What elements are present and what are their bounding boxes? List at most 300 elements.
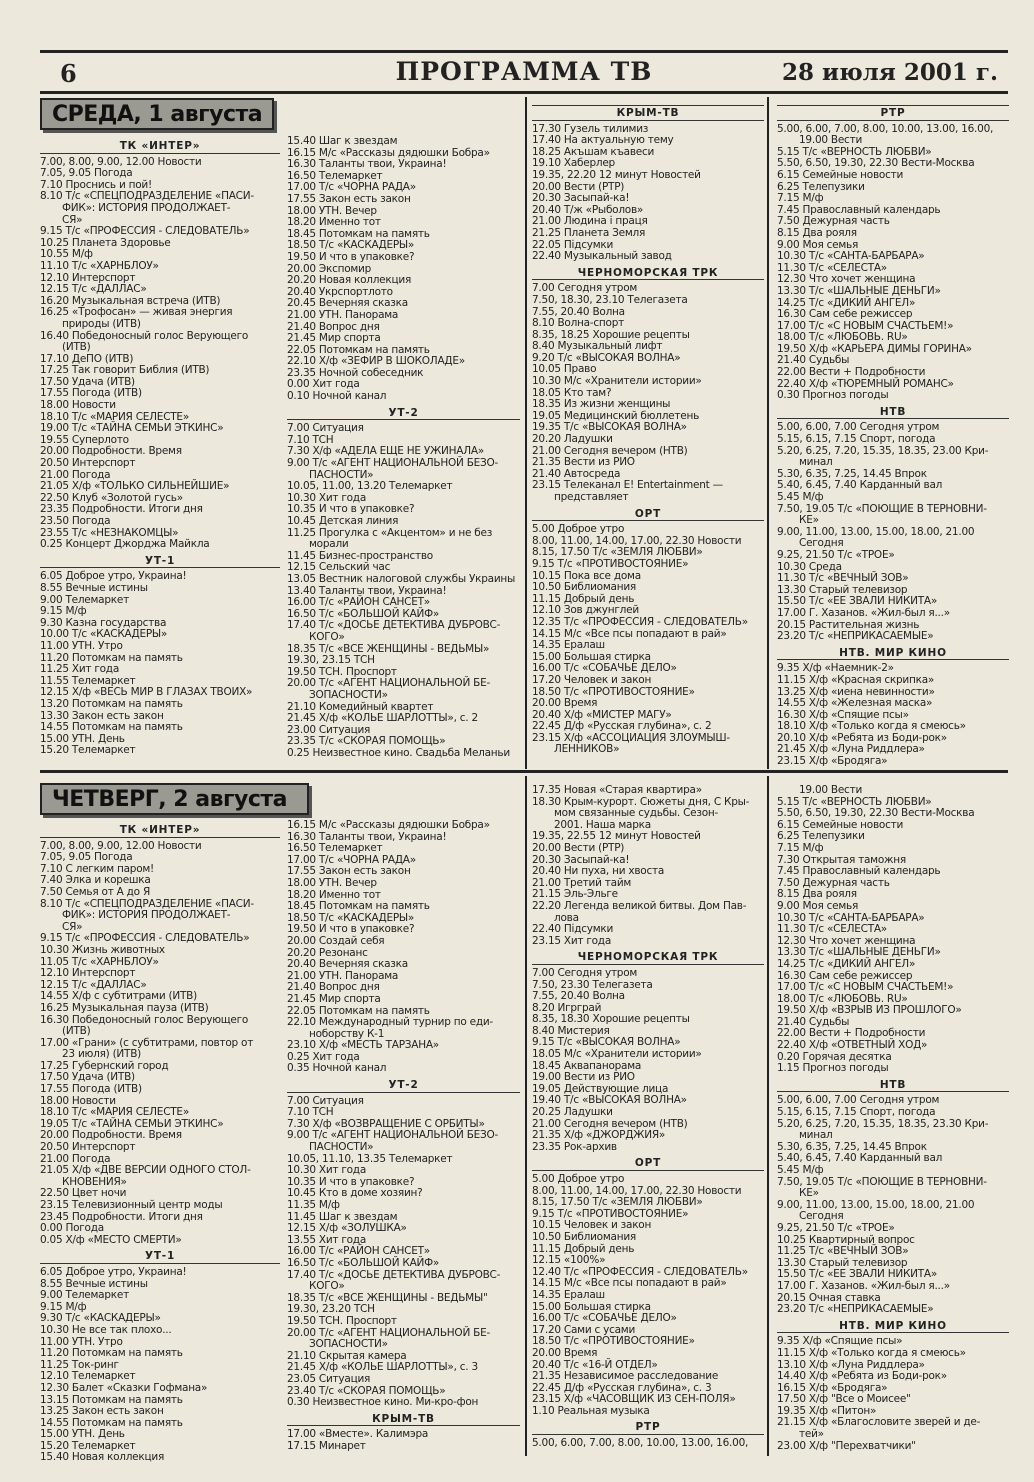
- program-entry: 10.25 Квартирный вопрос: [777, 1233, 915, 1246]
- program-entry: 17.50 Х/ф "Все о Моисее": [777, 1393, 911, 1406]
- program-entry: 18.10 Т/с «МАРИЯ СЕЛЕСТЕ»: [40, 1106, 189, 1119]
- program-entry: 21.15 Х/ф «Благословите зверей и де-: [777, 1416, 981, 1429]
- program-entry: 7.55, 20.40 Волна: [532, 305, 625, 318]
- program-entry: 7.00 Сегодня утром: [532, 282, 638, 295]
- program-entry: 19.50 ТСН. Проспорт: [287, 665, 397, 678]
- program-entry: 17.25 Губернский город: [40, 1059, 169, 1072]
- program-entry: 12.35 Т/с «ПРОФЕССИЯ - СЛЕДОВАТЕЛЬ»: [532, 615, 748, 628]
- program-entry: 7.00, 8.00, 9.00, 12.00 Новости: [40, 839, 202, 852]
- program-entry: 11.10 Т/с «ХАРНБЛОУ»: [40, 259, 159, 272]
- program-entry: 21.40 Вопрос дня: [287, 320, 380, 333]
- program-entry: 23.35 Подробности. Итоги дня: [40, 503, 203, 516]
- program-entry: 22.05 Потомкам на память: [287, 1004, 430, 1017]
- page-title: ПРОГРАММА ТВ: [395, 57, 653, 86]
- program-entry: 9.30 Казна государства: [40, 616, 167, 629]
- program-entry: 12.15 Сельский час: [287, 561, 391, 574]
- day-label: СРЕДА, 1 августа: [52, 102, 263, 127]
- program-entry: 15.00 Большая стирка: [532, 1300, 651, 1313]
- program-entry: 18.00 УТН. Вечер: [287, 876, 377, 889]
- program-entry: 18.50 Т/с «КАСКАДЕРЫ»: [287, 911, 415, 924]
- schedule-column: [532, 100, 764, 756]
- program-entry: 18.35 Из жизни женщины: [532, 398, 671, 411]
- program-entry: 9.00, 11.00, 13.00, 15.00, 18.00, 21.00: [777, 1198, 975, 1211]
- program-entry: 16.50 Т/с «БОЛЬШОЙ КАЙФ»: [287, 1256, 440, 1269]
- program-entry: 7.10 Проснись и пой!: [40, 178, 152, 191]
- program-entry-continuation: ПАСНОСТИ»: [309, 468, 374, 481]
- program-entry: 23.15 Хит года: [532, 934, 612, 947]
- program-entry: 22.50 Клуб «Золотой гусь»: [40, 491, 183, 504]
- program-entry: 21.00 УТН. Панорама: [287, 308, 399, 321]
- program-entry: 17.50 Удача (ИТВ): [40, 375, 135, 388]
- channel-heading: [777, 1080, 1009, 1093]
- program-entry: 10.55 М/ф: [40, 248, 93, 261]
- program-entry: 7.30 Х/ф «АДЕЛА ЕЩЕ НЕ УЖИНАЛА»: [287, 445, 484, 458]
- channel-name: УТ-1: [144, 1250, 176, 1263]
- program-entry: 11.00 УТН. Утро: [40, 639, 123, 652]
- program-entry: 17.55 Закон есть закон: [287, 865, 411, 878]
- program-entry: 22.00 Вести + Подробности: [777, 366, 926, 379]
- program-entry: 23.15 Телевизионный центр моды: [40, 1199, 223, 1211]
- channel-name: ЧЕРНОМОРСКАЯ ТРК: [577, 951, 719, 964]
- program-entry: 20.20 Резонанс: [287, 946, 368, 959]
- program-entry: 14.35 Ералаш: [532, 639, 605, 652]
- program-entry: 12.10 Интерспорт: [40, 271, 136, 284]
- program-entry: 14.35 Ералаш: [532, 1288, 605, 1301]
- program-entry: 9.15 М/ф: [40, 605, 87, 618]
- program-entry: 16.30 Сам себе режиссер: [777, 308, 913, 321]
- program-entry: 15.40 Новая коллекция: [40, 1451, 165, 1464]
- program-entry: 20.40 Укрспортлото: [287, 285, 393, 298]
- program-entry-continuation: 19.00 Вести: [799, 134, 863, 147]
- program-entry: 5.45 М/ф: [777, 491, 824, 503]
- program-entry: 7.05, 9.05 Погода: [40, 851, 133, 864]
- program-entry: 0.25 Концерт Джорджа Майкла: [40, 538, 210, 551]
- channel-name: ОРТ: [634, 507, 662, 520]
- program-entry-continuation: (ИТВ): [62, 1025, 91, 1038]
- program-entry: 8.15, 17.50 Т/с «ЗЕМЛЯ ЛЮБВИ»: [532, 1196, 703, 1209]
- program-entry: 19.40 Т/с «ВЫСОКАЯ ВОЛНА»: [532, 1094, 687, 1107]
- program-entry: 20.30 Засыпай-ка!: [532, 192, 630, 205]
- program-entry: 1.10 Реальная музыка: [532, 1404, 650, 1417]
- program-entry: 10.30 М/с «Хранители истории»: [532, 375, 702, 388]
- program-entry: 23.50 Погода: [40, 515, 111, 527]
- program-entry: 9.15 Т/с «ПРОФЕССИЯ - СЛЕДОВАТЕЛЬ»: [40, 932, 250, 945]
- program-entry: 19.35 Т/с «ВЫСОКАЯ ВОЛНА»: [532, 421, 687, 434]
- program-entry: 11.25 Ток-ринг: [40, 1358, 119, 1371]
- schedule-column: [287, 820, 520, 1452]
- program-entry: 7.00, 8.00, 9.00, 12.00 Новости: [40, 155, 202, 168]
- program-entry-continuation: Сегодня: [799, 537, 844, 550]
- program-entry: 5.40, 6.45, 7.40 Карданный вал: [777, 479, 943, 492]
- program-entry: 16.40 Победоносный голос Верующего: [40, 329, 249, 342]
- program-entry: 13.15 Потомкам на память: [40, 1393, 183, 1406]
- schedule-column: [40, 820, 280, 1464]
- channel-name: НТВ. МИР КИНО: [839, 1319, 947, 1332]
- program-entry: 8.15 Два рояля: [777, 888, 857, 901]
- program-entry: 10.50 Библиомания: [532, 581, 636, 594]
- program-entry: 20.00 Вести (РТР): [532, 841, 625, 854]
- program-entry: 11.45 Бизнес-пространство: [287, 549, 433, 562]
- channel-heading: [777, 648, 1009, 661]
- program-entry: 5.50, 6.50, 19.30, 22.30 Вести-Москва: [777, 807, 975, 820]
- program-entry: 7.50, 23.30 Телегазета: [532, 978, 653, 991]
- program-entry-continuation: ноборству К-1: [309, 1027, 385, 1040]
- program-entry: 19.30, 23.15 ТСН: [287, 654, 375, 667]
- channel-heading: [777, 407, 1009, 420]
- program-entry: 5.30, 6.35, 7.25, 14.45 Впрок: [777, 1140, 927, 1153]
- program-entry: 5.15, 6.15, 7.15 Спорт, погода: [777, 433, 936, 446]
- program-entry: 13.30 Т/с «ШАЛЬНЫЕ ДЕНЬГИ»: [777, 284, 941, 297]
- column-rule: [767, 97, 769, 769]
- program-entry: 14.40 Х/ф «Ребята из Боди-рок»: [777, 1370, 947, 1383]
- program-entry: 6.05 Доброе утро, Украина!: [40, 1265, 187, 1278]
- program-entry: 21.35 Независимое расследование: [532, 1370, 719, 1383]
- program-entry-continuation: КЕ»: [799, 514, 819, 527]
- program-entry-continuation: КНОВЕНИЯ»: [62, 1175, 127, 1188]
- program-entry: 11.15 Добрый день: [532, 1242, 635, 1255]
- program-entry: 22.10 Международный турнир по еди-: [287, 1016, 493, 1029]
- channel-heading: [777, 1321, 1009, 1334]
- channel-name: РТР: [880, 107, 906, 119]
- program-entry: 21.25 Планета Земля: [532, 226, 646, 239]
- program-entry-continuation: 23 июля) (ИТВ): [62, 1048, 141, 1061]
- program-entry: 21.00 УТН. Панорама: [287, 969, 399, 982]
- program-entry-continuation: представляет: [554, 491, 629, 503]
- program-entry: 12.40 Т/с «ПРОФЕССИЯ - СЛЕДОВАТЕЛЬ»: [532, 1265, 748, 1278]
- program-entry: 7.50 Дежурная часть: [777, 215, 890, 228]
- program-entry: 22.50 Цвет ночи: [40, 1187, 127, 1200]
- program-entry: 16.15 Х/ф «Бродяга»: [777, 1381, 888, 1394]
- program-entry: 19.50 И что в упаковке?: [287, 250, 415, 263]
- program-entry: 8.20 Игрграй: [532, 1001, 602, 1014]
- program-entry: 23.15 Х/ф «АССОЦИАЦИЯ ЗЛОУМЫШ-: [532, 731, 730, 744]
- program-entry-continuation: минал: [799, 456, 833, 469]
- program-entry: 20.15 Очная ставка: [777, 1291, 881, 1304]
- program-entry: 0.30 Неизвестное кино. Ми-кро-фон: [287, 1396, 479, 1409]
- program-entry: 12.15 Т/с «ДАЛЛАС»: [40, 978, 147, 991]
- program-entry: 16.00 Т/с «РАЙОН САНСЕТ»: [287, 1245, 430, 1258]
- program-entry: 10.05 Право: [532, 363, 597, 376]
- program-entry: 8.00, 11.00, 14.00, 17.00, 22.30 Новости: [532, 1184, 742, 1197]
- channel-name: КРЫМ-ТВ: [616, 107, 680, 119]
- program-entry: 17.35 Новая «Старая квартира»: [532, 785, 702, 796]
- program-entry: 18.00 Новости: [40, 1094, 116, 1107]
- program-entry: 10.30 Т/с «САНТА-БАРБАРА»: [777, 911, 925, 924]
- program-entry: 13.10 Х/ф «Луна Риддлера»: [777, 1358, 925, 1371]
- schedule-column: [777, 100, 1009, 768]
- program-entry: 7.50, 19.05 Т/с «ПОЮЩИЕ В ТЕРНОВНИ-: [777, 502, 987, 515]
- program-entry: 5.20, 6.25, 7.20, 15.35, 18.35, 23.30 Кри-: [777, 1117, 989, 1130]
- program-entry: 21.00 Сегодня вечером (НТВ): [532, 444, 688, 457]
- program-entry: 20.00 Подробности. Время: [40, 1129, 182, 1142]
- channel-name: УТ-1: [144, 554, 176, 567]
- channel-name: КРЫМ-ТВ: [372, 1412, 435, 1425]
- program-entry: 20.30 Засыпай-ка!: [532, 853, 630, 866]
- program-entry: 17.00 Г. Хазанов. «Жил-был я...»: [777, 606, 950, 619]
- program-entry: 11.20 Потомкам на память: [40, 1347, 183, 1360]
- program-entry: 16.30 Таланты твои, Украина!: [287, 830, 447, 843]
- program-entry: 10.05, 11.10, 13.35 Телемаркет: [287, 1152, 453, 1165]
- program-entry: 12.15 Х/ф «ЗОЛУШКА»: [287, 1222, 407, 1235]
- channel-heading: [532, 268, 764, 281]
- program-entry: 19.50 И что в упаковке?: [287, 923, 415, 936]
- program-entry: 11.30 Т/с «ВЕЧНЫЙ ЗОВ»: [777, 572, 909, 585]
- program-entry: 21.40 Вопрос дня: [287, 981, 380, 994]
- program-entry: 7.10 ТСН: [287, 433, 334, 446]
- program-entry: 23.20 Т/с «НЕПРИКАСАЕМЫЕ»: [777, 630, 934, 643]
- program-entry: 20.00 Подробности. Время: [40, 445, 182, 458]
- program-entry: 6.15 Семейные новости: [777, 818, 904, 831]
- program-entry: 23.20 Т/с «НЕПРИКАСАЕМЫЕ»: [777, 1303, 934, 1316]
- program-entry: 6.25 Телепузики: [777, 180, 865, 193]
- program-entry: 23.35 Ночной собеседник: [287, 366, 424, 379]
- program-entry: 7.30 Открытая таможня: [777, 853, 906, 866]
- program-entry: 11.25 Т/с «ВЕЧНЫЙ ЗОВ»: [777, 1245, 909, 1258]
- program-entry: 21.45 Х/ф «КОЛЬЕ ШАРЛОТТЫ», с. 3: [287, 1361, 478, 1374]
- program-entry: 8.55 Вечные истины: [40, 581, 148, 594]
- program-entry: 13.30 Закон есть закон: [40, 709, 164, 722]
- program-entry: 23.05 Ситуация: [287, 1372, 371, 1385]
- program-entry: 16.30 Таланты твои, Украина!: [287, 158, 447, 171]
- program-entry: 10.30 Т/с «САНТА-БАРБАРА»: [777, 250, 925, 263]
- program-entry-continuation: СЯ»: [62, 213, 83, 226]
- program-entry: 15.00 УТН. День: [40, 1428, 125, 1441]
- program-entry: 12.30 Что хочет женщина: [777, 934, 916, 947]
- program-entry: 22.20 Легенда великой битвы. Дом Пав-: [532, 899, 747, 912]
- program-entry: 15.50 Т/с «ЕЕ ЗВАЛИ НИКИТА»: [777, 595, 938, 608]
- program-entry-continuation: мом связанные судьбы. Сезон-: [554, 807, 719, 820]
- program-entry: 7.40 Элка и корешка: [40, 874, 151, 887]
- channel-heading: [287, 1414, 520, 1427]
- program-entry: 19.05 Действующие лица: [532, 1082, 669, 1095]
- program-entry: 8.35, 18.30 Хорошие рецепты: [532, 1013, 690, 1026]
- channel-name: ЧЕРНОМОРСКАЯ ТРК: [577, 266, 719, 279]
- program-entry: 16.25 «Трофосан» — живая энергия: [40, 306, 233, 319]
- program-entry: 15.00 УТН. День: [40, 732, 125, 745]
- program-entry: 5.40, 6.45, 7.40 Карданный вал: [777, 1152, 943, 1165]
- program-entry: 13.55 Хит года: [287, 1233, 367, 1246]
- program-entry: 21.35 Х/ф «ДЖОРДЖИЯ»: [532, 1129, 666, 1142]
- program-entry: 11.20 Потомкам на память: [40, 651, 183, 664]
- program-entry: 19.55 Суперлото: [40, 433, 129, 446]
- program-entry: 17.40 Т/с «ДОСЬЕ ДЕТЕКТИВА ДУБРОВС-: [287, 1268, 501, 1281]
- program-entry: 12.15 Х/ф «ВЕСЬ МИР В ГЛАЗАХ ТВОИХ»: [40, 686, 253, 699]
- program-entry: 10.00 Т/с «КАСКАДЕРЫ»: [40, 628, 168, 641]
- program-entry: 7.50, 19.05 Т/с «ПОЮЩИЕ В ТЕРНОВНИ-: [777, 1175, 987, 1188]
- program-entry: 17.00 Т/с «ЧОРНА РАДА»: [287, 853, 416, 866]
- program-entry: 22.40 Підсумки: [532, 923, 614, 936]
- program-entry: 9.15 Т/с «ПРОФЕССИЯ - СЛЕДОВАТЕЛЬ»: [40, 225, 250, 238]
- program-entry: 17.15 Минарет: [287, 1439, 366, 1452]
- program-entry: 18.50 Т/с «ПРОТИВОСТОЯНИЕ»: [532, 1335, 695, 1348]
- program-entry: 8.35, 18.25 Хорошие рецепты: [532, 328, 690, 341]
- program-entry: 7.50, 18.30, 23.10 Телегазета: [532, 293, 688, 306]
- column-rule: [767, 776, 769, 1456]
- page-header: [40, 50, 1008, 94]
- program-entry: 16.15 М/с «Рассказы дядюшки Бобра»: [287, 820, 490, 831]
- program-entry: 18.00 Новости: [40, 399, 116, 412]
- program-entry: 10.35 И что в упаковке?: [287, 1175, 415, 1188]
- program-entry-continuation: КОГО»: [309, 630, 345, 643]
- program-entry: 5.15 Т/с «ВЕРНОСТЬ ЛЮБВИ»: [777, 795, 932, 808]
- program-entry: 19.35, 22.20 12 минут Новостей: [532, 168, 701, 181]
- program-entry: 5.00, 6.00, 7.00, 8.00, 10.00, 13.00, 16.00,: [532, 1437, 749, 1450]
- program-entry: 12.15 Т/с «ДАЛЛАС»: [40, 283, 147, 296]
- channel-heading: [40, 1251, 280, 1264]
- program-entry: 14.55 Потомкам на память: [40, 721, 183, 734]
- column-rule: [525, 97, 527, 769]
- channel-heading: [40, 825, 280, 838]
- program-entry: 19.50 Х/ф «КАРЬЕРА ДИМЫ ГОРИНА»: [777, 342, 972, 355]
- program-entry: 21.10 Комедийный квартет: [287, 700, 434, 713]
- program-entry: 0.05 Х/ф «МЕСТО СМЕРТИ»: [40, 1233, 182, 1246]
- program-entry: 8.55 Вечные истины: [40, 1277, 148, 1290]
- program-entry: 15.40 Шаг к звездам: [287, 136, 398, 147]
- program-entry: 17.10 ДеПО (ИТВ): [40, 352, 134, 365]
- program-entry: 9.25, 21.50 Т/с «ТРОЕ»: [777, 548, 895, 561]
- program-entry: 13.25 Закон есть закон: [40, 1405, 164, 1418]
- program-entry: 12.10 Зов джунглей: [532, 604, 639, 617]
- program-entry: 9.20 Т/с «ВЫСОКАЯ ВОЛНА»: [532, 351, 681, 364]
- channel-name: ОРТ: [634, 1157, 662, 1170]
- column-rule: [525, 776, 527, 1456]
- program-entry: 21.40 Судьбы: [777, 1015, 850, 1028]
- program-entry: 11.15 Добрый день: [532, 592, 635, 605]
- program-entry: 8.10 Волна-спорт: [532, 317, 624, 330]
- program-entry: 20.00 Время: [532, 697, 598, 710]
- program-entry: 21.05 Х/ф «ТОЛЬКО СИЛЬНЕЙШИЕ»: [40, 480, 230, 493]
- program-entry: 22.00 Вести + Подробности: [777, 1027, 926, 1040]
- program-entry: 18.35 Т/с «ВСЕ ЖЕНЩИНЫ - ВЕДЬМЫ": [287, 1291, 488, 1304]
- program-entry: 23.00 Х/ф "Перехватчики": [777, 1439, 916, 1452]
- program-entry: 21.00 Людина і праця: [532, 215, 648, 228]
- program-entry: 9.15 Т/с «ПРОТИВОСТОЯНИЕ»: [532, 557, 689, 570]
- program-entry: 18.10 Х/ф «Только когда я смеюсь»: [777, 720, 966, 733]
- program-entry: 22.40 Музыкальный завод: [532, 250, 672, 263]
- program-entry: 21.40 Судьбы: [777, 354, 850, 367]
- program-entry: 23.35 Т/с «СКОРАЯ ПОМОЩЬ»: [287, 735, 446, 748]
- program-entry: 16.30 Победоносный голос Верующего: [40, 1013, 249, 1026]
- channel-heading: [532, 1422, 764, 1435]
- day-label: ЧЕТВЕРГ, 2 августа: [52, 787, 287, 812]
- program-entry: 5.00, 6.00, 7.00 Сегодня утром: [777, 1094, 940, 1107]
- program-entry: 7.05, 9.05 Погода: [40, 167, 133, 180]
- program-entry: 20.00 Создай себя: [287, 934, 385, 947]
- program-entry: 19.05 Медицинский бюллетень: [532, 409, 700, 422]
- channel-heading: [40, 556, 280, 569]
- program-entry: 20.00 Т/с «АГЕНТ НАЦИОНАЛЬНОЙ БЕ-: [287, 677, 491, 690]
- program-entry: 11.15 Х/ф «Красная скрипка»: [777, 673, 935, 686]
- program-entry-continuation: ЗОПАСНОСТИ»: [309, 1338, 388, 1351]
- program-entry: 17.55 Погода (ИТВ): [40, 1083, 142, 1096]
- program-entry: 10.30 Не все так плохо...: [40, 1323, 172, 1336]
- program-entry: 18.20 Именно тот: [287, 888, 381, 901]
- program-entry: 17.40 На актуальную тему: [532, 134, 674, 147]
- program-entry: 13.30 Старый телевизор: [777, 1256, 908, 1269]
- program-entry: 11.25 Прогулка с «Акцентом» и не без: [287, 526, 493, 539]
- program-entry: 8.10 Т/с «СПЕЦПОДРАЗДЕЛЕНИЕ «ПАСИ-: [40, 190, 254, 203]
- section-divider: [40, 770, 1008, 773]
- program-entry: 10.05, 11.00, 13.20 Телемаркет: [287, 480, 453, 493]
- program-entry-continuation: природы (ИТВ): [62, 317, 141, 330]
- program-entry: 17.30 Гузель тилимиз: [532, 122, 649, 135]
- program-entry: 22.40 Х/ф «ОТВЕТНЫЙ ХОД»: [777, 1039, 928, 1052]
- program-entry: 20.40 Вечерняя сказка: [287, 958, 408, 971]
- program-entry: 11.30 Т/с «СЕЛЕСТА»: [777, 923, 887, 936]
- program-entry: 7.15 М/ф: [777, 841, 824, 854]
- program-entry: 15.20 Телемаркет: [40, 1439, 136, 1452]
- program-entry: 17.00 Т/с «ЧОРНА РАДА»: [287, 181, 416, 194]
- program-entry: 12.30 Балет «Сказки Гофмана»: [40, 1381, 208, 1394]
- program-entry-continuation: Сегодня: [799, 1210, 844, 1223]
- program-entry: 10.15 Человек и закон: [532, 1219, 652, 1232]
- program-entry: 10.45 Кто в доме хозяин?: [287, 1187, 423, 1200]
- program-entry: 15.50 Т/с «ЕЕ ЗВАЛИ НИКИТА»: [777, 1268, 938, 1281]
- program-entry: 6.25 Телепузики: [777, 830, 865, 843]
- program-entry: 12.10 Телемаркет: [40, 1370, 136, 1383]
- program-entry: 13.05 Вестник налоговой службы Украины: [287, 572, 516, 585]
- program-entry: 16.50 Телемаркет: [287, 842, 383, 855]
- program-entry: 21.00 Погода: [40, 1152, 111, 1165]
- channel-heading: [287, 1080, 520, 1093]
- program-entry-continuation: ФИК»: ИСТОРИЯ ПРОДОЛЖАЕТ-: [62, 909, 231, 922]
- schedule-column: [777, 785, 1009, 1452]
- program-entry: 23.40 Т/с «СКОРАЯ ПОМОЩЬ»: [287, 1384, 446, 1397]
- program-entry-continuation: ФИК»: ИСТОРИЯ ПРОДОЛЖАЕТ-: [62, 201, 231, 214]
- program-entry: 11.15 Х/ф «Только когда я смеюсь»: [777, 1346, 966, 1359]
- program-entry: 19.05 Т/с «ТАЙНА СЕМЬИ ЭТКИНС»: [40, 1117, 224, 1130]
- program-entry: 13.25 Х/ф «иена невинности»: [777, 685, 935, 698]
- program-entry: 8.10 Т/с «СПЕЦПОДРАЗДЕЛЕНИЕ «ПАСИ-: [40, 897, 254, 910]
- program-entry: 5.30, 6.35, 7.25, 14.45 Впрок: [777, 467, 927, 480]
- program-entry: 0.35 Ночной канал: [287, 1062, 387, 1075]
- program-entry: 19.50 Х/ф «ВЗРЫВ ИЗ ПРОШЛОГО»: [777, 1004, 962, 1017]
- program-entry-continuation: КЕ»: [799, 1187, 819, 1200]
- program-entry: 18.45 Потомкам на память: [287, 227, 430, 240]
- program-entry: 10.30 Хит года: [287, 1164, 367, 1177]
- program-entry: 18.50 Т/с «КАСКАДЕРЫ»: [287, 239, 415, 252]
- program-entry: 17.00 Г. Хазанов. «Жил-был я...»: [777, 1279, 950, 1292]
- program-entry: 9.30 Т/с «КАСКАДЕРЫ»: [40, 1312, 161, 1325]
- program-entry: 20.50 Интерспорт: [40, 457, 136, 470]
- program-entry: 21.45 Х/ф «Луна Риддлера»: [777, 743, 925, 756]
- program-entry: 19.10 Хаберлер: [532, 157, 615, 170]
- channel-name: НТВ: [879, 1078, 907, 1091]
- program-entry: 5.50, 6.50, 19.30, 22.30 Вести-Москва: [777, 157, 975, 170]
- program-entry: 9.00 Моя семья: [777, 238, 859, 251]
- program-entry: 17.00 Т/с «С НОВЫМ СЧАСТЬЕМ!»: [777, 981, 954, 994]
- program-entry: 16.20 Музыкальная встреча (ИТВ): [40, 294, 221, 307]
- program-entry: 17.20 Человек и закон: [532, 673, 652, 686]
- program-entry: 8.15 Два рояля: [777, 226, 857, 239]
- program-entry: 18.50 Т/с «ПРОТИВОСТОЯНИЕ»: [532, 685, 695, 698]
- program-entry: 18.20 Именно тот: [287, 216, 381, 229]
- program-entry: 16.00 Т/с «СОБАЧЬЕ ДЕЛО»: [532, 1312, 677, 1325]
- program-entry: 23.45 Подробности. Итоги дня: [40, 1210, 203, 1223]
- program-entry: 20.00 Вести (РТР): [532, 180, 625, 193]
- program-entry: 1.15 Прогноз погоды: [777, 1062, 889, 1075]
- program-entry: 14.15 М/с «Все псы попадают в рай»: [532, 627, 727, 640]
- program-entry: 0.00 Хит года: [287, 378, 360, 391]
- program-entry: 20.40 Т/ж «Рыболов»: [532, 203, 644, 216]
- program-entry: 16.30 Х/ф «Спящие псы»: [777, 708, 909, 721]
- program-entry: 20.15 Растительная жизнь: [777, 618, 920, 631]
- program-entry: 20.40 Х/ф «МИСТЕР МАГУ»: [532, 708, 672, 721]
- schedule-column: [532, 785, 764, 1450]
- program-entry: 10.30 Хит года: [287, 491, 367, 504]
- program-entry: 5.00 Доброе утро: [532, 1173, 625, 1185]
- program-entry: 13.30 Т/с «ШАЛЬНЫЕ ДЕНЬГИ»: [777, 946, 941, 959]
